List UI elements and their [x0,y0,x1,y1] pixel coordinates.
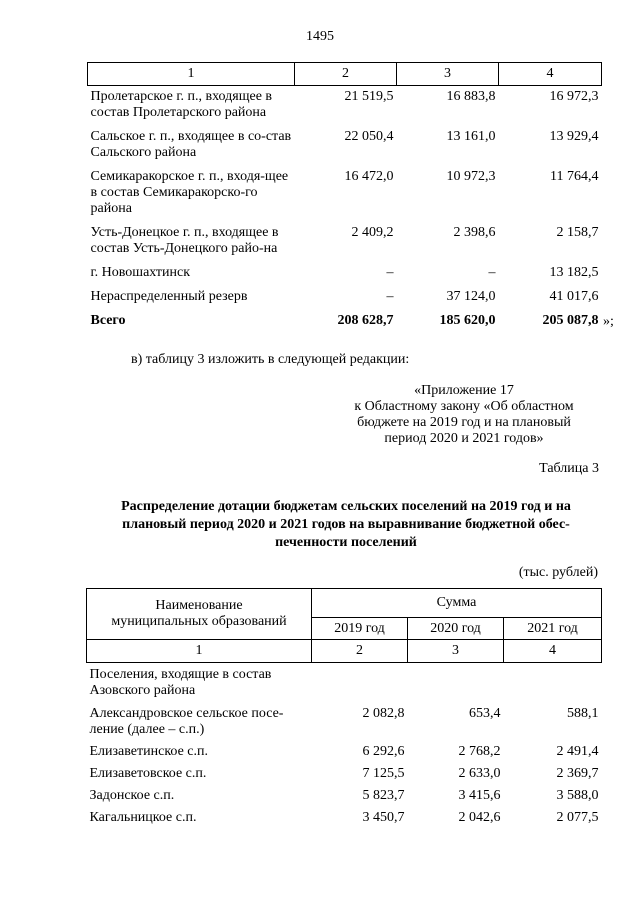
value-2021: 2 077,5 [556,810,599,825]
value-2019: 16 472,0 [344,169,394,184]
row-name: Семикаракорское г. п., входя-щее в состав Семикаракорско-го района [90,169,289,216]
group-name-line: Поселения, входящие в состав [89,667,272,682]
appendix-line: бюджете на 2019 год и на плановый [357,415,571,430]
column-index-1: 1 [88,63,295,86]
row-name-line: Александровское сельское посе- [89,706,284,721]
row-name-line: ление (далее – с.п.) [89,722,205,737]
value-2021: 2 158,7 [556,225,599,240]
total-label: Всего [90,313,126,328]
value-2021: 2 369,7 [556,766,599,781]
sum-column-header: Сумма [312,589,602,618]
value-2019: 2 082,8 [362,706,405,721]
row-name: Елизаветинское с.п. [89,744,209,759]
value-2020: 653,4 [469,706,501,721]
value-2019: 2 409,2 [351,225,394,240]
total-2021: 205 087,8 [542,313,599,328]
group-row [87,663,602,700]
subsidy-distribution-table [86,588,602,826]
value-2020: 16 883,8 [446,89,496,104]
row-name: Задонское с.п. [89,788,175,803]
table-row [88,281,602,305]
value-2020: 3 415,6 [458,788,501,803]
column-index-3: 3 [408,640,504,663]
appendix-line: период 2020 и 2021 годов» [384,431,544,446]
heading-line: плановый период 2020 и 2021 годов на выравнивание бюджетной обес- [122,517,570,532]
value-2021: 41 017,6 [549,289,599,304]
table-row [87,804,602,826]
value-2019: 3 450,7 [362,810,405,825]
value-2021: 3 588,0 [556,788,599,803]
total-row [88,305,602,329]
column-index-2: 2 [312,640,408,663]
value-2019: 5 823,7 [362,788,405,803]
name-column-header [87,589,312,640]
value-2019: – [386,289,394,304]
column-index-2: 2 [295,63,397,86]
closing-quote: »; [603,314,614,329]
value-2021: 13 929,4 [549,129,599,144]
value-2020: 10 972,3 [446,169,496,184]
column-index-4: 4 [504,640,602,663]
appendix-line: «Приложение 17 [414,383,514,398]
table-row [88,257,602,281]
row-name: г. Новошахтинск [90,265,191,280]
name-header-line: муниципальных образований [111,614,287,629]
column-index-3: 3 [397,63,499,86]
budget-table-continuation [87,62,602,329]
table-label: Таблица 3 [539,461,599,476]
value-2021: 2 491,4 [556,744,599,759]
heading-line: печенности поселений [275,535,417,550]
value-2020: – [488,265,496,280]
row-name: Нераспределенный резерв [90,289,248,304]
table-heading [90,498,602,552]
table-row [87,760,602,782]
table-row [87,699,602,738]
value-2019: 6 292,6 [362,744,405,759]
value-2021: 16 972,3 [549,89,599,104]
row-name: Кагальницкое с.п. [89,810,197,825]
table-row [87,738,602,760]
table-row [87,782,602,804]
group-name [87,663,312,700]
instruction-text: в) таблицу 3 изложить в следующей редакции: [131,352,410,367]
value-2020: 2 398,6 [453,225,496,240]
value-2020: 2 768,2 [458,744,501,759]
value-2019: 22 050,4 [344,129,394,144]
year-header-2021: 2021 год [504,618,602,640]
row-name [87,699,312,738]
total-2019: 208 628,7 [337,313,394,328]
value-2019: 7 125,5 [362,766,405,781]
value-2020: 2 633,0 [458,766,501,781]
heading-line: Распределение дотации бюджетам сельских поселений на 2019 год и на [121,499,571,514]
row-name: Сальское г. п., входящее в со-став Сальского района [90,129,292,160]
column-index-1: 1 [87,640,312,663]
table-row [88,86,602,122]
table-row [88,121,602,161]
row-name: Усть-Донецкое г. п., входящее в состав Усть-Донецкого райо-на [90,225,279,256]
page-number: 1495 [306,29,334,44]
table-row [88,217,602,257]
column-index-4: 4 [499,63,602,86]
value-2020: 2 042,6 [458,810,501,825]
group-name-line: Азовского района [89,683,196,698]
value-2020: 37 124,0 [446,289,496,304]
value-2021: 588,1 [567,706,599,721]
year-header-2019: 2019 год [312,618,408,640]
row-name: Пролетарское г. п., входящее в состав Пролетарского района [90,89,273,120]
unit-label: (тыс. рублей) [518,565,598,580]
value-2021: 13 182,5 [549,265,599,280]
year-header-2020: 2020 год [408,618,504,640]
total-2020: 185 620,0 [439,313,496,328]
value-2019: – [386,265,394,280]
value-2020: 13 161,0 [446,129,496,144]
appendix-line: к Областному закону «Об областном [354,399,574,414]
name-header-line: Наименование [155,598,243,613]
table-header-row [88,63,602,86]
appendix-reference [320,383,608,447]
table-row [88,161,602,217]
row-name: Елизаветовское с.п. [89,766,207,781]
value-2019: 21 519,5 [344,89,394,104]
value-2021: 11 764,4 [550,169,599,184]
